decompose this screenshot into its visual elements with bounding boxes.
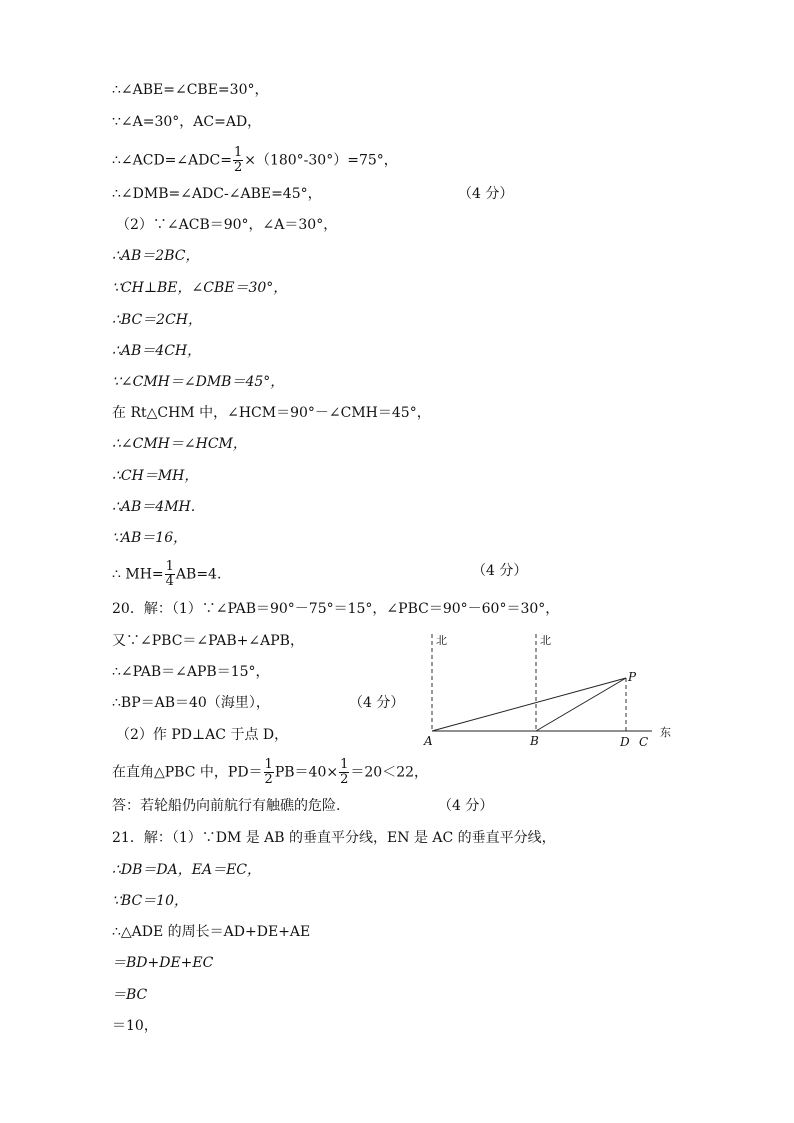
point-label-d: D <box>620 735 630 749</box>
fraction: $\frac{1}{4}$ <box>165 559 174 589</box>
north-label: 北 <box>540 634 551 647</box>
text-line-mh: ∴ MH= $\frac{1}{4}$ AB=4. <box>112 559 222 589</box>
text-line: ∵CH⊥BE，∠CBE＝30°， <box>112 280 288 296</box>
segment-ap <box>432 678 626 731</box>
text-line: （2）作 PD⊥AC 于点 D， <box>116 727 289 743</box>
point-label-p: P <box>628 670 637 684</box>
text-line: ∵∠CMH＝∠DMB＝45°， <box>112 374 285 390</box>
text-line: ∵∠A=30°，AC=AD， <box>112 114 262 130</box>
text-line: ＝10， <box>112 1018 158 1034</box>
score-label: （4 分） <box>472 563 528 579</box>
text-line: 答：若轮船仍向前航行有触礁的危险. <box>112 798 341 814</box>
point-label-a: A <box>424 734 433 748</box>
text-line: ∴DB＝DA，EA＝EC， <box>112 862 262 878</box>
text-line: ∵AB＝16， <box>112 530 188 546</box>
point-label-b: B <box>530 734 539 748</box>
text-line: ＝BC <box>112 987 148 1003</box>
east-label: 东 <box>660 726 671 739</box>
text-line: （2）∵∠ACB＝90°，∠A＝30°， <box>116 217 338 233</box>
score-label: （4 分） <box>438 798 494 814</box>
fraction: $\frac{1}{2}$ <box>264 757 273 787</box>
text-line: ＝BD+DE+EC <box>112 955 214 971</box>
text-line: ∴△ADE 的周长＝AD+DE+AE <box>112 924 311 940</box>
geometry-diagram <box>420 630 680 750</box>
fraction: $\frac{1}{2}$ <box>340 757 349 787</box>
text-line: ∴AB＝4MH. <box>112 499 196 515</box>
text-line: 21．解：（1）∵DM 是 AB 的垂直平分线，EN 是 AC 的垂直平分线， <box>112 830 556 846</box>
text-line: ∵BC＝10， <box>112 893 188 909</box>
text-line: ∴∠PAB＝∠APB＝15°， <box>112 664 270 680</box>
text-line: 又∵∠PBC＝∠PAB+∠APB， <box>112 633 304 649</box>
text-line-pd: 在直角△PBC 中，PD＝ $\frac{1}{2}$ PB＝40× $\frac{1}{2}$ ＝20＜22， <box>112 757 429 787</box>
score-label: （4 分） <box>458 186 514 202</box>
text-line: ∴BP＝AB＝40（海里）， <box>112 695 270 711</box>
fraction: $\frac{1}{2}$ <box>233 145 243 175</box>
north-label: 北 <box>436 634 447 647</box>
text-line: ∴BC＝2CH， <box>112 312 202 328</box>
segment-bp <box>536 678 626 731</box>
text-line: 在 Rt△CHM 中，∠HCM＝90°－∠CMH＝45°， <box>112 405 431 421</box>
text-line: ∴∠DMB=∠ADC-∠ABE=45°， <box>112 186 322 202</box>
point-label-c: C <box>639 735 649 749</box>
score-label: （4 分） <box>349 695 405 711</box>
text-line: ∴∠ABE=∠CBE=30°， <box>112 82 269 98</box>
text-line: ∴CH＝MH， <box>112 468 199 484</box>
text-line: ∴AB＝2BC， <box>112 248 200 264</box>
text-line: ∴AB＝4CH， <box>112 343 202 359</box>
text-line: ∴∠CMH＝∠HCM， <box>112 436 247 452</box>
text-line-acd: ∴∠ACD=∠ADC= $\frac{1}{2}$ ×（180°-30°）=75°， <box>112 145 398 175</box>
text-line: 20．解：（1）∵∠PAB＝90°－75°＝15°，∠PBC＝90°－60°＝30°， <box>112 601 560 617</box>
